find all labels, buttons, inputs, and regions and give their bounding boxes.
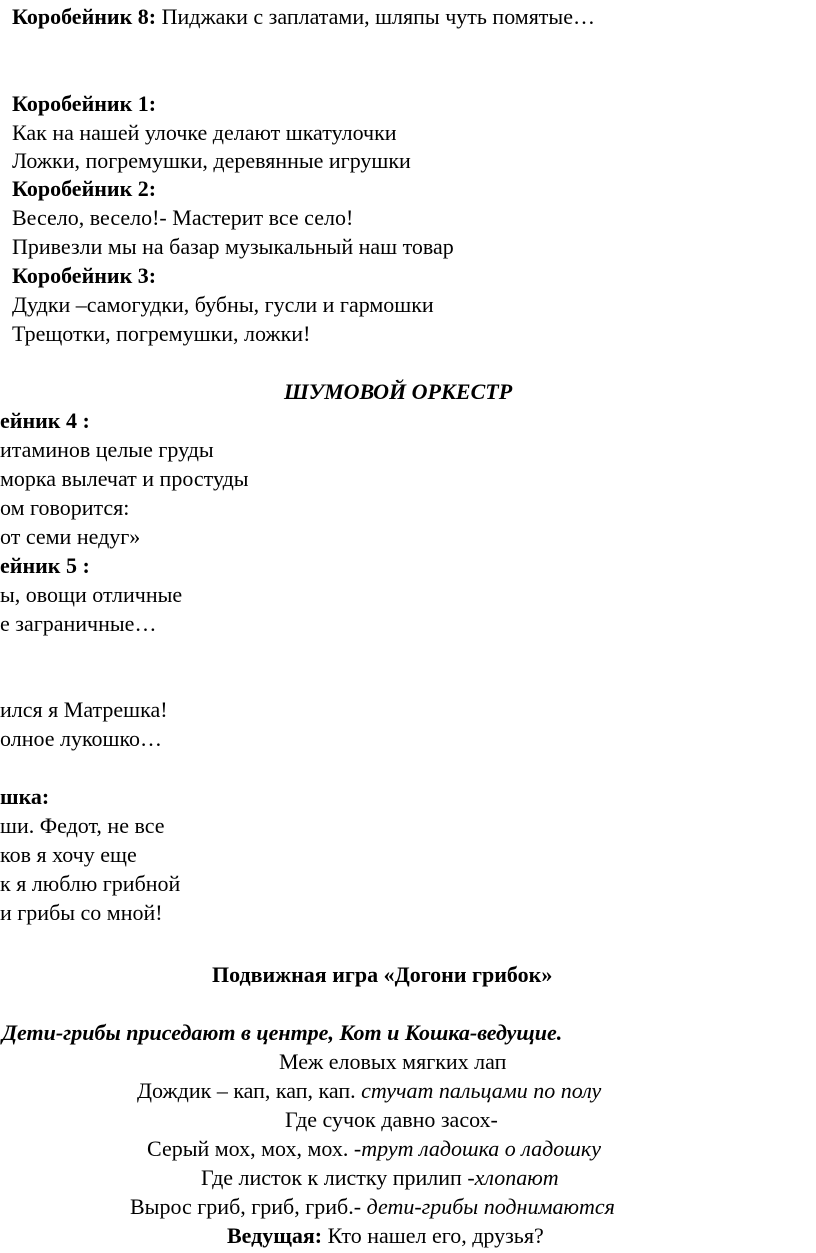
verse-text: Кто нашел его, друзья? — [322, 1223, 544, 1248]
verse-line: ом говорится: — [0, 495, 130, 520]
verse-line: е заграничные… — [0, 611, 157, 636]
verse-line: Как на нашей улочке делают шкатулочки — [12, 120, 397, 145]
stage-direction: хлопают — [474, 1165, 559, 1190]
game-intro: Дети-грибы приседают в центре, Кот и Кошка-ведущие. — [2, 1020, 563, 1045]
verse-line: Меж еловых мягких лап — [279, 1049, 507, 1074]
verse-text: Где листок к листку прилип - — [201, 1165, 475, 1190]
verse-line — [227, 1223, 544, 1249]
speaker-name: Ведущая: — [227, 1223, 323, 1248]
verse-line: олное лукошко… — [0, 726, 163, 751]
verse-text: Дождик – кап, кап, кап. — [137, 1078, 362, 1103]
game-title: Подвижная игра «Догони грибок» — [212, 962, 553, 987]
speaker-name: шка: — [0, 784, 50, 809]
verse-line — [130, 1194, 615, 1220]
speaker-name: ейник 5 : — [0, 553, 90, 578]
verse-line: Дудки –самогудки, бубны, гусли и гармошки — [12, 292, 434, 317]
verse-line: от семи недуг» — [0, 524, 141, 549]
verse-line: Трещотки, погремушки, ложки! — [12, 321, 311, 346]
verse-text: Вырос гриб, гриб, гриб.- — [130, 1194, 367, 1219]
verse-text: Серый мох, мох, мох. - — [147, 1136, 362, 1161]
stage-direction: трут ладошка о ладошку — [361, 1136, 601, 1161]
verse-line: ился я Матрешка! — [0, 697, 168, 722]
verse-line: морка вылечат и простуды — [0, 466, 249, 491]
verse-line: и грибы со мной! — [0, 900, 163, 925]
verse-line: Привезли мы на базар музыкальный наш товар — [12, 234, 454, 259]
verse-line: Весело, весело!- Мастерит все село! — [12, 205, 354, 230]
speaker-name: Коробейник 3: — [12, 263, 157, 288]
section-heading: ШУМОВОЙ ОРКЕСТР — [284, 379, 513, 404]
verse-line — [137, 1078, 601, 1104]
verse-line: ши. Федот, не все — [0, 813, 165, 838]
speaker-name: ейник 4 : — [0, 408, 90, 433]
stage-direction: стучат пальцами по полу — [361, 1078, 602, 1103]
verse-line: к я люблю грибной — [0, 871, 181, 896]
verse-line: Где сучок давно засох- — [285, 1107, 498, 1132]
verse-line — [201, 1165, 559, 1191]
verse-line: итаминов целые груды — [0, 437, 214, 462]
text-line — [12, 4, 595, 30]
speaker-line: Пиджаки с заплатами, шляпы чуть помятые… — [156, 4, 595, 29]
verse-line: ы, овощи отличные — [0, 582, 183, 607]
stage-direction: дети-грибы поднимаются — [366, 1194, 615, 1219]
verse-line: ков я хочу еще — [0, 842, 137, 867]
speaker-name: Коробейник 8: — [12, 4, 157, 29]
verse-line: Ложки, погремушки, деревянные игрушки — [12, 148, 411, 173]
verse-line — [147, 1136, 601, 1162]
speaker-name: Коробейник 2: — [12, 176, 157, 201]
speaker-name: Коробейник 1: — [12, 91, 157, 116]
